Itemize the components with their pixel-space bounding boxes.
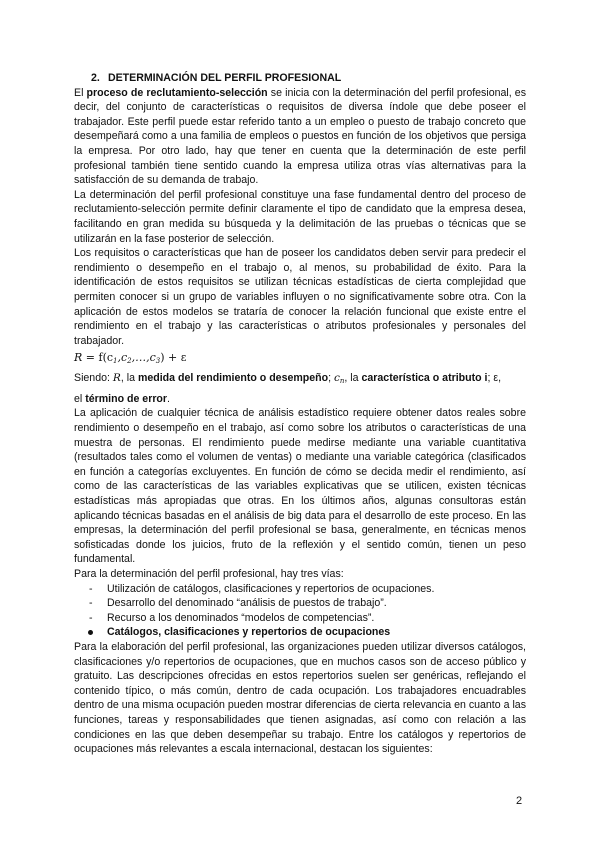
- bold-term: proceso de reclutamiento-selección: [86, 86, 268, 99]
- page-number: 2: [516, 795, 523, 807]
- section-heading: [91, 71, 526, 86]
- list-item: - Utilización de catálogos, clasificaciones y repertorios de ocupaciones.: [89, 582, 435, 595]
- paragraph-4: La aplicación de cualquier técnica de análisis estadístico requiere obtener datos reales sobre rendimiento o desempeño en el trabajo, así como sobre los atributos o características de una muestra de personas. El rendimiento puede medirse mediante una variable cuantitativa (resultados tales como el volumen de ventas) o mediante una variable categórica (clasificados en función a categorías excluyentes. En función de cómo se decida medir el rendimiento, así como de las características de las variables explicativas que se utilicen, existen técnicas estadísticas más apropiadas que otras. En los últimos años, algunas consultoras están aplicando técnicas basadas en el análisis de big data para el desarrollo de este proceso. En las empresas, la determinación del perfil profesional se basa, generalmente, en técnicas menos sofisticadas donde los juicios, fruto de la reflexión y el sentido común, tienen un peso fundamental.: [74, 407, 526, 566]
- formula-explanation-cont: el término de error.: [74, 392, 170, 405]
- list-item: - Desarrollo del denominado “análisis de puestos de trabajo”.: [89, 597, 387, 610]
- formula: $R = f(c_1,c_2,\dots,c_3) + \varepsilon$: [74, 351, 187, 366]
- paragraph-6: Para la elaboración del perfil profesional, las organizaciones pueden utilizar diversos catálogos, clasificaciones y/o repertorios de ocupaciones, que en muchos casos son de acceso público y gratuito. Las descripciones ofrecidas en estos repertorios suelen ser genéricas, reflejando el contenido típico, o más común, dentro de cada ocupación. Los trabajadores encuadrables dentro de una misma ocupación pueden mostrar diferencias de cierta relevancia en cuanto a las funciones, tareas y responsabilidades que tienen asignadas, así como con relación a las condiciones en las que deben desempeñar su trabajo. Entre los catálogos y repertorios de ocupaciones más relevantes a escala internacional, destacan los siguientes:: [74, 640, 526, 756]
- section-number: 2.: [91, 72, 100, 84]
- bullet-icon: [88, 630, 93, 635]
- document-page: [74, 71, 526, 757]
- subheading: Catálogos, clasificaciones y repertorios de ocupaciones: [74, 625, 526, 640]
- paragraph-intro: El proceso de reclutamiento-selección se inicia con la determinación del perfil profesional, es decir, del conjunto de características o requisitos de diversa índole que debe poseer el trabajador. Este perfil puede estar referido tanto a un empleo o puesto de trabajo concreto que desempeñará como a una familia de empleos o puestos en función de los objetivos que persiga la empresa. Por otro lado, hay que tener en cuenta que la determinación de este perfil profesional también tiene sentido cuando la empresa utiliza otras vías alternativas para la satisfacción de su demanda de trabajo.: [74, 86, 526, 187]
- list-item: - Recurso a los denominados “modelos de competencias”.: [89, 611, 375, 624]
- ways-list: [74, 582, 526, 626]
- paragraph-3: Los requisitos o características que han de poseer los candidatos deben servir para predecir el rendimiento o desempeño en el trabajo o, al menos, su probabilidad de éxito. Para la identificación de estos requisitos se utilizan técnicas estadísticas de cierta complejidad que permiten conocer si un grupo de variables influyen o no significativamente sobre otra. Con la aplicación de estos modelos se trataría de conocer la relación funcional que existe entre el rendimiento en el trabajo y las características o atributos profesionales y personales del trabajador.: [74, 247, 526, 347]
- paragraph-2: La determinación del perfil profesional constituye una fase fundamental dentro del proceso de reclutamiento-selección permite definir claramente el tipo de candidato que la empresa desea, facilitando en gran medida su búsqueda y la delimitación de las pruebas o técnicas que se utilizarán en la fase posterior de selección.: [74, 188, 526, 245]
- paragraph-5: Para la determinación del perfil profesional, hay tres vías:: [74, 568, 344, 580]
- section-title: DETERMINACIÓN DEL PERFIL PROFESIONAL: [107, 72, 342, 84]
- formula-explanation: Siendo: R, la medida del rendimiento o desempeño; cn, la característica o atributo i; ε,: [74, 372, 502, 386]
